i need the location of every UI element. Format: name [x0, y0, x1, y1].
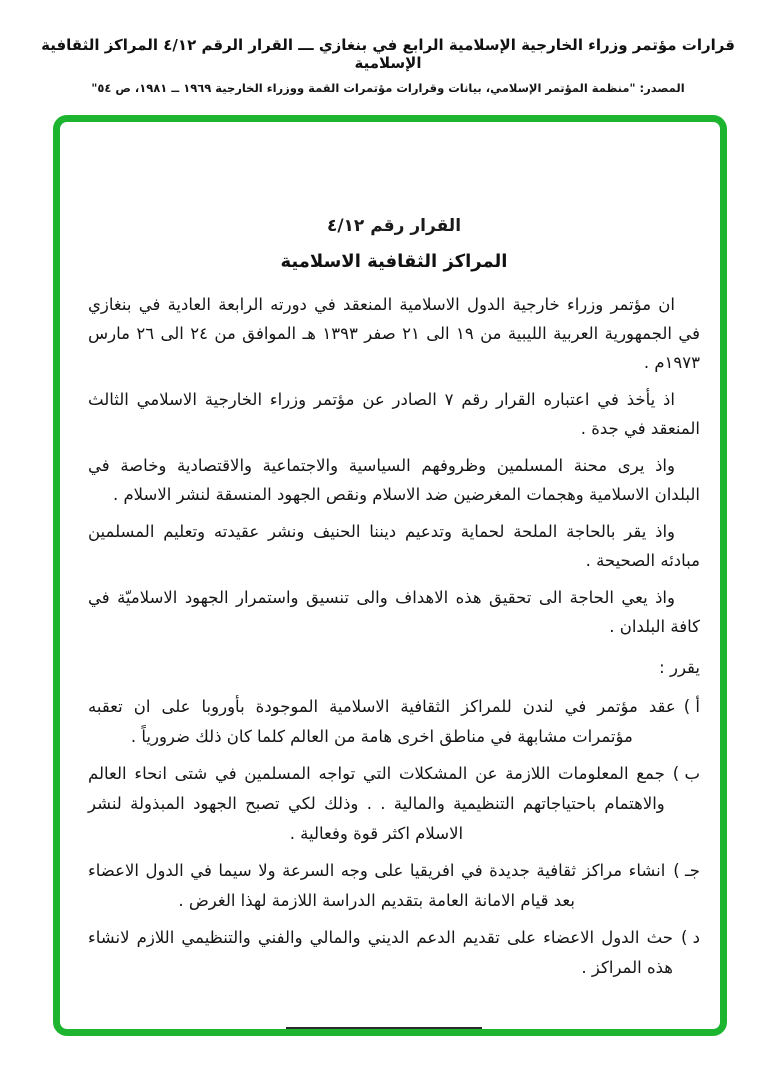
decree-item-j-label: جـ )	[673, 861, 700, 880]
decree-intro: يقرر :	[659, 658, 700, 677]
preamble-paragraph-4: واذ يقر بالحاجة الملحة لحماية وتدعيم ديننا الحنيف ونشر عقيدته وتعليم المسلمين مبادئه الصحيحة .	[88, 522, 700, 570]
preamble-paragraph-1: ان مؤتمر وزراء خارجية الدول الاسلامية المنعقد في دورته الرابعة العادية في بنغازي في الجمهورية العربية الليبية من ١٩ الى ٢١ صفر ١٣٩٣ هـ الموافق من ٢٤ الى ٢٦ مارس ١٩٧٣م .	[88, 295, 701, 372]
document-green-frame	[53, 115, 727, 1036]
decree-item-d-text: حث الدول الاعضاء على تقديم الدعم الديني والمالي والفني والتنظيمي اللازم لانشاء هذه المراكز .	[88, 928, 673, 977]
decree-item-b-label: ب )	[672, 764, 700, 783]
decree-item-a-text: عقد مؤتمر في لندن للمراكز الثقافية الاسلامية الموجودة بأوروبا على ان تعقبه مؤتمرات مشابهة في مناطق اخرى هامة من العالم كلما كان ذلك ضرورياً .	[88, 697, 676, 746]
decree-item-j	[88, 856, 700, 916]
page-header-caption: قرارات مؤتمر وزراء الخارجية الإسلامية الرابع في بنغازي ـــ القرار الرقم ٤/١٢ المراكز الثقافية الإسلامية	[41, 36, 735, 72]
decree-item-j-text: انشاء مراكز ثقافية جديدة في افريقيا على وجه السرعة ولا سيما في الدول الاعضاء بعد قيام الامانة العامة بتقديم الدراسة اللازمة لهذا الغرض .	[88, 861, 666, 910]
decree-item-d	[88, 923, 700, 983]
decree-item-a	[88, 692, 700, 752]
preamble-paragraph-2: اذ يأخذ في اعتباره القرار رقم ٧ الصادر عن مؤتمر وزراء الخارجية الاسلامي الثالث المنعقد في جدة .	[88, 390, 700, 438]
end-divider-rule	[286, 1027, 482, 1029]
decree-item-d-label: د )	[680, 928, 700, 947]
document-content	[60, 122, 720, 1029]
page-header	[20, 36, 756, 95]
decree-list	[88, 692, 700, 983]
decision-subject-title: المراكز الثقافية الاسلامية	[280, 251, 508, 272]
preamble-paragraph-5: واذ يعي الحاجة الى تحقيق هذه الاهداف والى تنسيق واستمرار الجهود الاسلاميّة في كافة البلدان .	[88, 588, 700, 636]
page-header-source: المصدر: "منظمة المؤتمر الإسلامي، بيانات وقرارات مؤتمرات القمة ووزراء الخارجية ١٩٦٩ ــ ١٩٨١، ص ٥٤"	[91, 81, 685, 95]
preamble-paragraph-3: واذ يرى محنة المسلمين وظروفهم السياسية والاجتماعية والاقتصادية وخاصة في البلدان الاسلامية وهجمات المغرضين ضد الاسلام ونقص الجهود المنسقة لنشر الاسلام .	[88, 456, 700, 504]
decision-number-title: القرار رقم ٤/١٢	[326, 216, 462, 236]
preamble-section	[88, 290, 700, 641]
decree-item-a-label: أ )	[683, 697, 700, 716]
decree-item-b-text: جمع المعلومات اللازمة عن المشكلات التي تواجه المسلمين في شتى انحاء العالم والاهتمام باحتياجاتهم التنظيمية والمالية . . وذلك لكي تصبح الجهود المبذولة لنشر الاسلام اكثر قوة وفعالية .	[88, 764, 665, 843]
decree-item-b	[88, 759, 700, 849]
